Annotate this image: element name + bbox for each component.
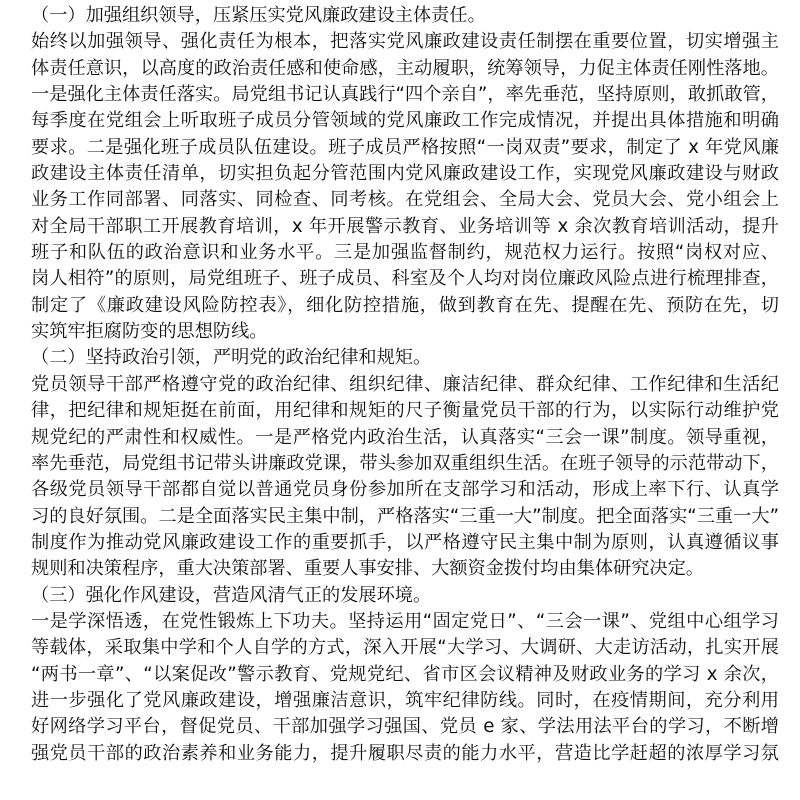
section-heading: （三）强化作风建设，营造风清气正的发展环境。 (31, 584, 432, 606)
paragraph-line: 要求。二是强化班子成员队伍建设。班子成员严格按照“一岗双责”要求，制定了 x 年党风廉 (31, 136, 779, 158)
paragraph-line: 每季度在党组会上听取班子成员分管领域的党风廉政工作完成情况，并提出具体措施和明确 (31, 110, 779, 132)
paragraph-line: 习的良好氛围。二是全面落实民主集中制，严格落实“三重一大”制度。把全面落实“三重一大” (31, 505, 779, 527)
paragraph-line: 始终以加强领导、强化责任为根本，把落实党风廉政建设责任制摆在重要位置，切实增强主 (31, 31, 779, 53)
paragraph-line: 业务工作同部署、同落实、同检查、同考核。在党组会、全局大会、党员大会、党小组会上 (31, 189, 779, 211)
paragraph-line: 实筑牢拒腐防变的思想防线。 (31, 321, 268, 343)
paragraph-line: 好网络学习平台，督促党员、干部加强学习强国、党员 e 家、学法用法平台的学习，不断增 (31, 716, 779, 738)
paragraph-line: “两书一章”、“以案促改”警示教育、党规党纪、省市区会议精神及财政业务的学习 x 余次， (31, 663, 779, 685)
paragraph-line: 进一步强化了党风廉政建设，增强廉洁意识，筑牢纪律防线。同时，在疫情期间，充分利用 (31, 689, 779, 711)
paragraph-line: 体责任意识，以高度的政治责任感和使命感，主动履职，统筹领导，力促主体责任刚性落地。 (31, 57, 779, 79)
paragraph-line: 政建设主体责任清单，切实担负起分管范围内党风廉政建设工作，实现党风廉政建设与财政 (31, 163, 779, 185)
paragraph-line: 规则和决策程序，重大决策部署、重要人事安排、大额资金拨付均由集体研究决定。 (31, 558, 704, 580)
section-heading: （一）加强组织领导，压紧压实党风廉政建设主体责任。 (31, 5, 486, 26)
paragraph-line: 规党纪的严肃性和权威性。一是严格党内政治生活，认真落实“三会一课”制度。领导重视， (31, 426, 779, 448)
paragraph-line: 制度作为推动党风廉政建设工作的重要抓手，以严格遵守民主集中制为原则，认真遵循议事 (31, 531, 779, 553)
paragraph-line: 班子和队伍的政治意识和业务水平。三是加强监督制约，规范权力运行。按照“岗权对应、 (31, 242, 779, 264)
paragraph-line: 律，把纪律和规矩挺在前面，用纪律和规矩的尺子衡量党员干部的行为，以实际行动维护党 (31, 400, 779, 422)
paragraph-line: 一是强化主体责任落实。局党组书记认真践行“四个亲自”，率先垂范，坚持原则，敢抓敢管， (31, 84, 779, 106)
paragraph-line: 岗人相符”的原则，局党组班子、班子成员、科室及个人均对岗位廉政风险点进行梳理排查， (31, 268, 779, 290)
paragraph-line: 等载体，采取集中学和个人自学的方式，深入开展“大学习、大调研、大走访活动，扎实开展 (31, 637, 779, 659)
paragraph-line: 一是学深悟透，在党性锻炼上下功夫。坚持运用“固定党日”、“三会一课”、党组中心组学习 (31, 610, 779, 632)
paragraph-line: 对全局干部职工开展教育培训，x 年开展警示教育、业务培训等 x 余次教育培训活动，提升 (31, 215, 779, 237)
paragraph-line: 强党员干部的政治素养和业务能力，提升履职尽责的能力水平，营造比学赶超的浓厚学习氛 (31, 742, 779, 764)
paragraph-line: 各级党员领导干部都自觉以普通党员身份参加所在支部学习和活动，形成上率下行、认真学 (31, 479, 779, 501)
paragraph-line: 党员领导干部严格遵守党的政治纪律、组织纪律、廉洁纪律、群众纪律、工作纪律和生活纪 (31, 373, 779, 395)
paragraph-line: 率先垂范，局党组书记带头讲廉政党课，带头参加双重组织生活。在班子领导的示范带动下， (31, 452, 779, 474)
section-heading: （二）坚持政治引领，严明党的政治纪律和规矩。 (31, 347, 432, 369)
paragraph-line: 制定了《廉政建设风险防控表》，细化防控措施，做到教育在先、提醒在先、预防在先，切 (31, 294, 779, 316)
document-body (31, 3, 779, 767)
